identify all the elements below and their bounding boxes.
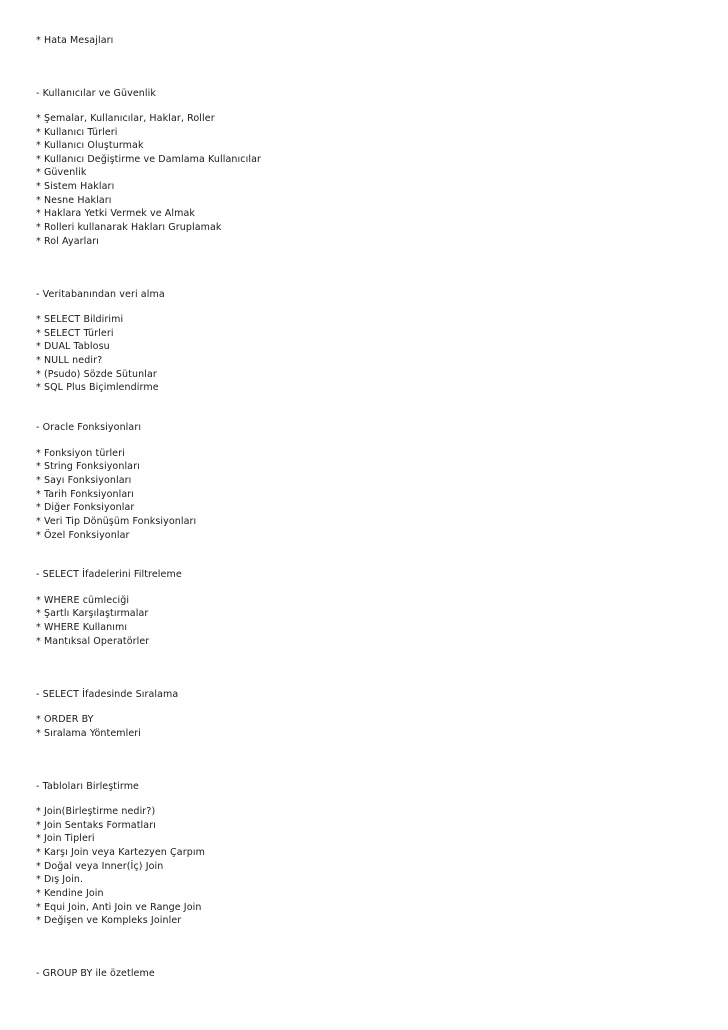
section-heading: - Tabloları Birleştirme — [36, 781, 140, 792]
section-heading: - SELECT İfadelerini Filtreleme — [36, 569, 182, 580]
list-item: * Rol Ayarları — [36, 236, 100, 247]
list-item: * Kullanıcı Oluşturmak — [36, 140, 144, 151]
document-page — [36, 0, 696, 1030]
list-item: * Dış Join. — [36, 874, 84, 885]
list-item: * SELECT Bildirimi — [36, 314, 124, 325]
list-item: * Diğer Fonksiyonlar — [36, 502, 135, 513]
list-item: * Güvenlik — [36, 167, 87, 178]
list-item: * Join Sentaks Formatları — [36, 820, 156, 831]
section-heading: - Kullanıcılar ve Güvenlik — [36, 88, 156, 99]
list-item: * Fonksiyon türleri — [36, 448, 125, 459]
top-item: * Hata Mesajları — [36, 35, 114, 46]
list-item: * Kullanıcı Değiştirme ve Damlama Kullanıcılar — [36, 154, 261, 165]
list-item: * Join(Birleştirme nedir?) — [36, 806, 156, 817]
list-item: * Veri Tip Dönüşüm Fonksiyonları — [36, 516, 197, 527]
list-item: * Tarih Fonksiyonları — [36, 489, 135, 500]
section-heading: - Veritabanından veri alma — [36, 289, 165, 300]
list-item: * Değişen ve Kompleks Joinler — [36, 915, 182, 926]
list-item: * Haklara Yetki Vermek ve Almak — [36, 208, 195, 219]
list-item: * Join Tipleri — [36, 833, 95, 844]
list-item: * WHERE cümleciği — [36, 595, 130, 606]
section-heading: - SELECT İfadesinde Sıralama — [36, 689, 179, 700]
list-item: * Özel Fonksiyonlar — [36, 530, 130, 541]
list-item: * Equi Join, Anti Join ve Range Join — [36, 902, 202, 913]
list-item: * Kendine Join — [36, 888, 104, 899]
list-item: * WHERE Kullanımı — [36, 622, 128, 633]
list-item: * (Psudo) Sözde Sütunlar — [36, 369, 157, 380]
list-item: * SQL Plus Biçimlendirme — [36, 382, 159, 393]
list-item: * Sayı Fonksiyonları — [36, 475, 132, 486]
section-heading: - Oracle Fonksiyonları — [36, 422, 142, 433]
list-item: * Sıralama Yöntemleri — [36, 728, 142, 739]
list-item: * Rolleri kullanarak Hakları Gruplamak — [36, 222, 222, 233]
list-item: * String Fonksiyonları — [36, 461, 140, 472]
list-item: * Nesne Hakları — [36, 195, 112, 206]
list-item: * Şemalar, Kullanıcılar, Haklar, Roller — [36, 113, 215, 124]
list-item: * ORDER BY — [36, 714, 94, 725]
list-item: * DUAL Tablosu — [36, 341, 110, 352]
list-item: * Sistem Hakları — [36, 181, 115, 192]
list-item: * Mantıksal Operatörler — [36, 636, 150, 647]
list-item: * Karşı Join veya Kartezyen Çarpım — [36, 847, 205, 858]
list-item: * Kullanıcı Türleri — [36, 127, 118, 138]
section-heading: - GROUP BY ile özetleme — [36, 968, 155, 979]
list-item: * Şartlı Karşılaştırmalar — [36, 608, 149, 619]
list-item: * NULL nedir? — [36, 355, 103, 366]
list-item: * SELECT Türleri — [36, 328, 114, 339]
list-item: * Doğal veya Inner(İç) Join — [36, 861, 164, 872]
